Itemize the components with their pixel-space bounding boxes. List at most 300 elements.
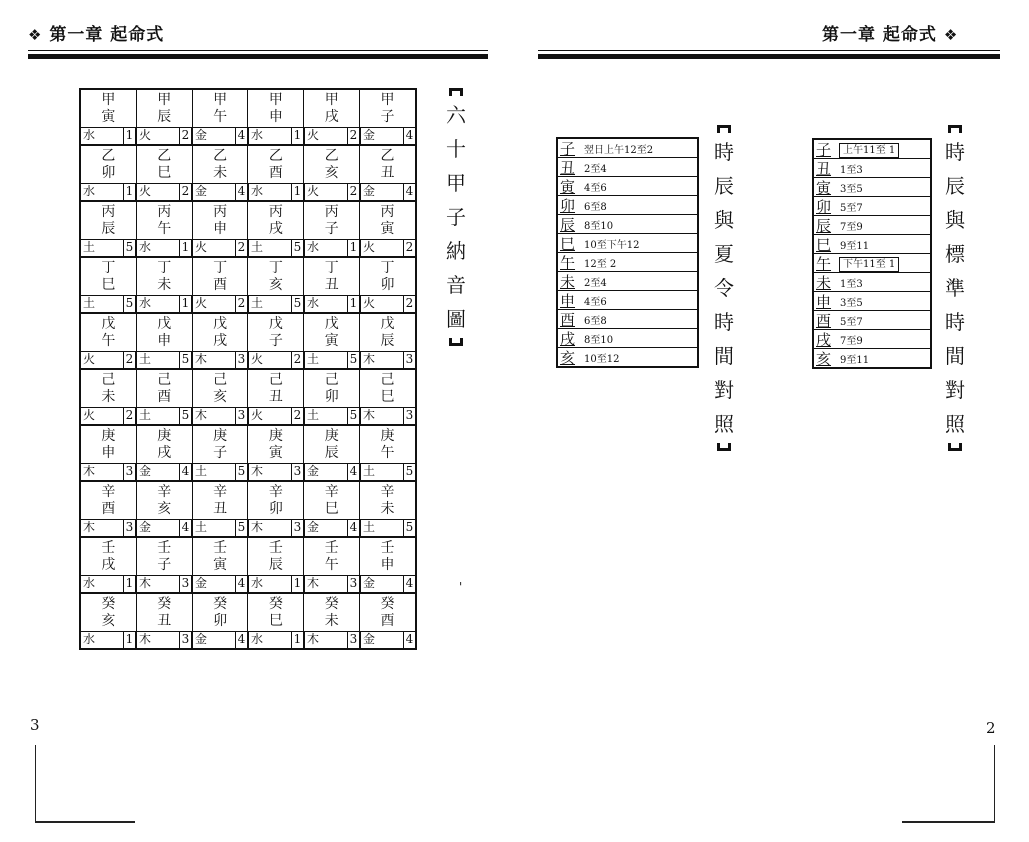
- branch-char: 辰: [560, 216, 576, 234]
- branch-char: 辰: [101, 220, 116, 237]
- stem-branch-cell: [303, 482, 359, 519]
- element-cell: [191, 184, 247, 200]
- stem-branch-cell: [192, 146, 248, 183]
- branch-char: 申: [157, 332, 172, 349]
- title-char: 十: [446, 137, 466, 161]
- element-row: [81, 631, 415, 648]
- stem-char: 癸: [213, 595, 228, 612]
- title-char: 照: [945, 412, 965, 436]
- stem-char: 丙: [380, 203, 395, 220]
- branch-char: 酉: [560, 311, 576, 329]
- stem-char: 丙: [324, 203, 339, 220]
- branch-char: 子: [560, 140, 576, 158]
- branch-char: 午: [157, 220, 172, 237]
- branch-char: 寅: [380, 220, 395, 237]
- element-char: 火: [195, 240, 208, 254]
- right-running-header: [822, 20, 958, 45]
- branch-char: 子: [324, 220, 339, 237]
- element-number: 3: [179, 632, 191, 648]
- branch-char: 戌: [324, 108, 339, 125]
- element-number: 5: [291, 240, 303, 256]
- element-cell: [191, 296, 247, 312]
- branch-char: 巳: [560, 235, 576, 253]
- stem-branch-cell: [247, 594, 303, 631]
- bracket-open-icon: [717, 125, 731, 133]
- stem-branch-cell: [247, 258, 303, 295]
- element-char: 木: [307, 576, 320, 590]
- element-number: 3: [291, 464, 303, 480]
- branch-char: 午: [324, 556, 339, 573]
- left-corner-vline: [35, 745, 36, 823]
- branch-char: 未: [324, 612, 339, 629]
- element-number: 1: [123, 632, 135, 648]
- branch-char: 巳: [324, 500, 339, 517]
- stem-branch-cell: [303, 202, 359, 239]
- title-char: 六: [446, 103, 466, 127]
- standard-time-table: [812, 138, 932, 369]
- element-char: 土: [363, 464, 376, 478]
- branch-char: 亥: [268, 276, 283, 293]
- stem-branch-cell: [136, 314, 192, 351]
- stem-char: 甲: [213, 91, 228, 108]
- hour-row: [814, 178, 930, 197]
- stem-char: 癸: [157, 595, 172, 612]
- stem-char: 丁: [324, 259, 339, 276]
- branch-char: 戌: [213, 332, 228, 349]
- title-char: 令: [714, 276, 734, 300]
- branch-char: 子: [157, 556, 172, 573]
- element-number: 5: [179, 352, 191, 368]
- branch-char: 丑: [268, 388, 283, 405]
- branch-char: 未: [213, 164, 228, 181]
- stem-branch-cell: [136, 594, 192, 631]
- element-char: 水: [251, 184, 264, 198]
- stem-char: 辛: [324, 483, 339, 500]
- element-number: 4: [179, 520, 191, 536]
- stem-char: 丙: [101, 203, 116, 220]
- element-char: 木: [363, 352, 376, 366]
- element-number: 3: [123, 520, 135, 536]
- stem-char: 甲: [101, 91, 116, 108]
- branch-char: 酉: [157, 388, 172, 405]
- element-number: 2: [347, 184, 359, 200]
- hour-row: [558, 253, 697, 272]
- branch-char: 未: [157, 276, 172, 293]
- stem-branch-row: [81, 538, 415, 575]
- element-number: 2: [123, 408, 135, 424]
- stem-char: 戊: [213, 315, 228, 332]
- stem-char: 丙: [213, 203, 228, 220]
- title-char: 圖: [446, 307, 466, 331]
- stem-branch-cell: [81, 146, 136, 183]
- left-header-rule-thick: [28, 54, 488, 59]
- title-char: 與: [945, 208, 965, 232]
- title-char: 時: [714, 140, 734, 164]
- branch-char: 午: [560, 254, 576, 272]
- element-cell: [191, 576, 247, 592]
- stem-branch-cell: [192, 202, 248, 239]
- branch-char: 丑: [380, 164, 395, 181]
- element-char: 土: [251, 296, 264, 310]
- element-cell: [247, 240, 303, 256]
- hour-range: 5至7: [840, 317, 863, 328]
- branch-char: 酉: [213, 276, 228, 293]
- element-cell: [359, 240, 415, 256]
- element-char: 火: [195, 296, 208, 310]
- hour-row: [558, 196, 697, 215]
- hour-row: [558, 215, 697, 234]
- title-char: 對: [714, 378, 734, 402]
- branch-char: 未: [380, 500, 395, 517]
- element-cell: [359, 520, 415, 536]
- element-char: 火: [139, 128, 152, 142]
- stem-branch-cell: [247, 482, 303, 519]
- stem-char: 癸: [380, 595, 395, 612]
- element-cell: [247, 520, 303, 536]
- stem-branch-cell: [192, 538, 248, 575]
- element-cell: [303, 352, 359, 368]
- element-cell: [359, 632, 415, 648]
- stem-branch-cell: [136, 146, 192, 183]
- title-char: 標: [945, 242, 965, 266]
- standard-title-text: [945, 135, 965, 441]
- sixty-jiazi-title-text: [446, 98, 466, 336]
- stem-branch-cell: [192, 258, 248, 295]
- element-number: 3: [235, 408, 247, 424]
- element-char: 金: [139, 464, 152, 478]
- element-char: 土: [139, 352, 152, 366]
- element-char: 水: [139, 240, 152, 254]
- stem-branch-row: [81, 370, 415, 407]
- table-block: [81, 426, 415, 482]
- element-number: 4: [403, 128, 415, 144]
- element-char: 木: [83, 520, 96, 534]
- element-cell: [81, 408, 135, 424]
- stem-branch-cell: [136, 538, 192, 575]
- element-char: 土: [363, 520, 376, 534]
- stem-char: 丙: [268, 203, 283, 220]
- branch-char: 丑: [213, 500, 228, 517]
- element-row: [81, 127, 415, 144]
- element-number: 2: [291, 352, 303, 368]
- element-number: 2: [291, 408, 303, 424]
- stem-char: 庚: [268, 427, 283, 444]
- branch-char: 辰: [157, 108, 172, 125]
- element-cell: [191, 128, 247, 144]
- element-cell: [81, 352, 135, 368]
- hour-row: [558, 329, 697, 348]
- left-running-header: [28, 20, 164, 45]
- element-cell: [81, 464, 135, 480]
- branch-char: 申: [101, 444, 116, 461]
- stem-branch-cell: [192, 370, 248, 407]
- stem-char: 庚: [157, 427, 172, 444]
- element-number: 2: [235, 296, 247, 312]
- branch-char: 巳: [268, 612, 283, 629]
- element-number: 3: [235, 352, 247, 368]
- element-char: 水: [307, 240, 320, 254]
- element-char: 水: [139, 296, 152, 310]
- branch-char: 午: [816, 255, 832, 273]
- hour-row: [814, 330, 930, 349]
- element-cell: [135, 576, 191, 592]
- hour-range: 8至10: [584, 335, 614, 346]
- stem-branch-cell: [359, 202, 415, 239]
- branch-char: 申: [268, 108, 283, 125]
- stem-branch-cell: [136, 482, 192, 519]
- element-number: 1: [291, 576, 303, 592]
- element-number: 4: [235, 576, 247, 592]
- bracket-close-icon: [717, 443, 731, 451]
- branch-char: 申: [816, 293, 832, 311]
- hour-range: 2至4: [584, 164, 607, 175]
- stem-char: 甲: [380, 91, 395, 108]
- hour-range: 翌日上午12至2: [584, 145, 654, 156]
- stem-branch-cell: [359, 146, 415, 183]
- stem-branch-cell: [192, 314, 248, 351]
- branch-char: 巳: [101, 276, 116, 293]
- title-char: 音: [446, 273, 466, 297]
- right-header-title: 第一章 起命式: [822, 25, 937, 45]
- element-char: 土: [83, 240, 96, 254]
- stem-branch-cell: [81, 370, 136, 407]
- stem-branch-cell: [359, 482, 415, 519]
- element-char: 土: [307, 352, 320, 366]
- element-cell: [81, 520, 135, 536]
- stem-branch-cell: [359, 314, 415, 351]
- element-char: 木: [363, 408, 376, 422]
- hour-range: 2至4: [584, 278, 607, 289]
- title-char: 甲: [446, 171, 466, 195]
- element-char: 木: [251, 464, 264, 478]
- element-char: 水: [83, 576, 96, 590]
- element-char: 金: [363, 128, 376, 142]
- element-char: 土: [139, 408, 152, 422]
- hour-range: 下午11至 1: [839, 257, 899, 272]
- element-char: 水: [307, 296, 320, 310]
- element-char: 金: [307, 520, 320, 534]
- stem-char: 壬: [268, 539, 283, 556]
- element-char: 水: [251, 632, 264, 646]
- stem-branch-row: [81, 90, 415, 127]
- hour-row: [814, 292, 930, 311]
- element-number: 2: [403, 296, 415, 312]
- stem-branch-cell: [81, 314, 136, 351]
- branch-char: 寅: [324, 332, 339, 349]
- element-number: 3: [291, 520, 303, 536]
- element-char: 火: [83, 352, 96, 366]
- title-char: 夏: [714, 242, 734, 266]
- element-number: 5: [347, 352, 359, 368]
- element-cell: [303, 520, 359, 536]
- branch-char: 未: [560, 273, 576, 291]
- element-cell: [191, 520, 247, 536]
- stem-branch-cell: [359, 90, 415, 127]
- stem-branch-row: [81, 594, 415, 631]
- branch-char: 亥: [324, 164, 339, 181]
- stem-branch-cell: [136, 370, 192, 407]
- hour-row: [558, 272, 697, 291]
- bracket-close-icon: [449, 338, 463, 346]
- summer-time-title: [714, 125, 734, 451]
- stem-char: 辛: [213, 483, 228, 500]
- stem-char: 己: [268, 371, 283, 388]
- stem-char: 己: [324, 371, 339, 388]
- element-char: 金: [363, 632, 376, 646]
- element-row: [81, 239, 415, 256]
- branch-char: 申: [213, 220, 228, 237]
- element-number: 4: [235, 632, 247, 648]
- branch-char: 辰: [324, 444, 339, 461]
- element-cell: [359, 128, 415, 144]
- element-cell: [359, 464, 415, 480]
- element-char: 水: [83, 128, 96, 142]
- title-char: 時: [945, 310, 965, 334]
- branch-char: 卯: [268, 500, 283, 517]
- element-cell: [247, 128, 303, 144]
- stem-branch-cell: [359, 370, 415, 407]
- stem-branch-cell: [81, 90, 136, 127]
- element-number: 5: [403, 464, 415, 480]
- stem-branch-row: [81, 146, 415, 183]
- element-number: 4: [403, 184, 415, 200]
- stem-char: 壬: [157, 539, 172, 556]
- left-header-rule-thin: [28, 50, 488, 51]
- stem-branch-cell: [81, 482, 136, 519]
- stem-char: 乙: [268, 147, 283, 164]
- element-cell: [135, 632, 191, 648]
- stem-char: 丁: [380, 259, 395, 276]
- branch-char: 巳: [816, 236, 832, 254]
- branch-char: 午: [380, 444, 395, 461]
- element-cell: [191, 464, 247, 480]
- branch-char: 戌: [560, 330, 576, 348]
- branch-char: 寅: [560, 178, 576, 196]
- branch-char: 寅: [268, 444, 283, 461]
- element-char: 土: [195, 520, 208, 534]
- stem-branch-row: [81, 426, 415, 463]
- element-cell: [247, 408, 303, 424]
- stem-char: 甲: [157, 91, 172, 108]
- stem-branch-cell: [81, 538, 136, 575]
- stem-branch-cell: [303, 314, 359, 351]
- stem-branch-row: [81, 482, 415, 519]
- table-block: [81, 146, 415, 202]
- table-block: [81, 370, 415, 426]
- stem-char: 己: [101, 371, 116, 388]
- stem-char: 壬: [213, 539, 228, 556]
- hour-row: [558, 177, 697, 196]
- element-cell: [135, 128, 191, 144]
- branch-char: 酉: [268, 164, 283, 181]
- branch-char: 亥: [101, 612, 116, 629]
- branch-char: 辰: [268, 556, 283, 573]
- element-row: [81, 519, 415, 536]
- stem-branch-cell: [303, 426, 359, 463]
- element-number: 4: [235, 184, 247, 200]
- hour-row: [814, 216, 930, 235]
- stem-char: 丁: [213, 259, 228, 276]
- hour-range: 3至5: [840, 298, 863, 309]
- branch-char: 寅: [101, 108, 116, 125]
- ornament-icon: ❖: [28, 26, 43, 44]
- standard-time-title: [945, 125, 965, 451]
- element-number: 3: [347, 576, 359, 592]
- element-number: 4: [347, 520, 359, 536]
- element-number: 3: [123, 464, 135, 480]
- element-number: 1: [291, 632, 303, 648]
- stem-branch-cell: [81, 594, 136, 631]
- stem-branch-cell: [247, 538, 303, 575]
- table-block: [81, 202, 415, 258]
- title-char: 間: [945, 344, 965, 368]
- element-number: 2: [123, 352, 135, 368]
- element-cell: [359, 184, 415, 200]
- branch-char: 午: [213, 108, 228, 125]
- right-corner-vline: [994, 745, 995, 823]
- title-char: 間: [714, 344, 734, 368]
- stem-branch-cell: [136, 426, 192, 463]
- branch-char: 亥: [157, 500, 172, 517]
- stem-char: 甲: [268, 91, 283, 108]
- element-char: 金: [363, 184, 376, 198]
- element-number: 5: [235, 520, 247, 536]
- element-char: 火: [307, 128, 320, 142]
- element-cell: [303, 464, 359, 480]
- branch-char: 辰: [380, 332, 395, 349]
- stem-branch-row: [81, 258, 415, 295]
- hour-row: [814, 254, 930, 273]
- stem-branch-cell: [136, 90, 192, 127]
- stem-branch-cell: [81, 426, 136, 463]
- branch-char: 午: [101, 332, 116, 349]
- hour-row: [558, 291, 697, 310]
- stem-char: 壬: [324, 539, 339, 556]
- table-block: [81, 314, 415, 370]
- hour-range: 7至9: [840, 336, 863, 347]
- element-char: 土: [251, 240, 264, 254]
- branch-char: 亥: [816, 350, 832, 368]
- hour-row: [814, 349, 930, 367]
- stem-branch-cell: [192, 594, 248, 631]
- branch-char: 申: [560, 292, 576, 310]
- hour-range: 9至11: [840, 355, 870, 366]
- branch-char: 巳: [157, 164, 172, 181]
- element-char: 火: [251, 352, 264, 366]
- stem-char: 丁: [268, 259, 283, 276]
- hour-range: 8至10: [584, 221, 614, 232]
- hour-range: 10至12: [584, 354, 620, 365]
- stem-char: 己: [213, 371, 228, 388]
- element-char: 金: [195, 576, 208, 590]
- stem-char: 壬: [101, 539, 116, 556]
- hour-range: 5至7: [840, 203, 863, 214]
- title-char: 與: [714, 208, 734, 232]
- element-number: 3: [403, 352, 415, 368]
- table-block: [81, 538, 415, 594]
- element-char: 土: [83, 296, 96, 310]
- branch-char: 申: [380, 556, 395, 573]
- element-cell: [135, 520, 191, 536]
- element-cell: [359, 352, 415, 368]
- bracket-open-icon: [449, 88, 463, 96]
- stem-char: 辛: [157, 483, 172, 500]
- element-number: 1: [347, 240, 359, 256]
- element-number: 5: [123, 240, 135, 256]
- element-cell: [303, 408, 359, 424]
- hour-range: 12至 2: [584, 259, 617, 270]
- element-char: 火: [139, 184, 152, 198]
